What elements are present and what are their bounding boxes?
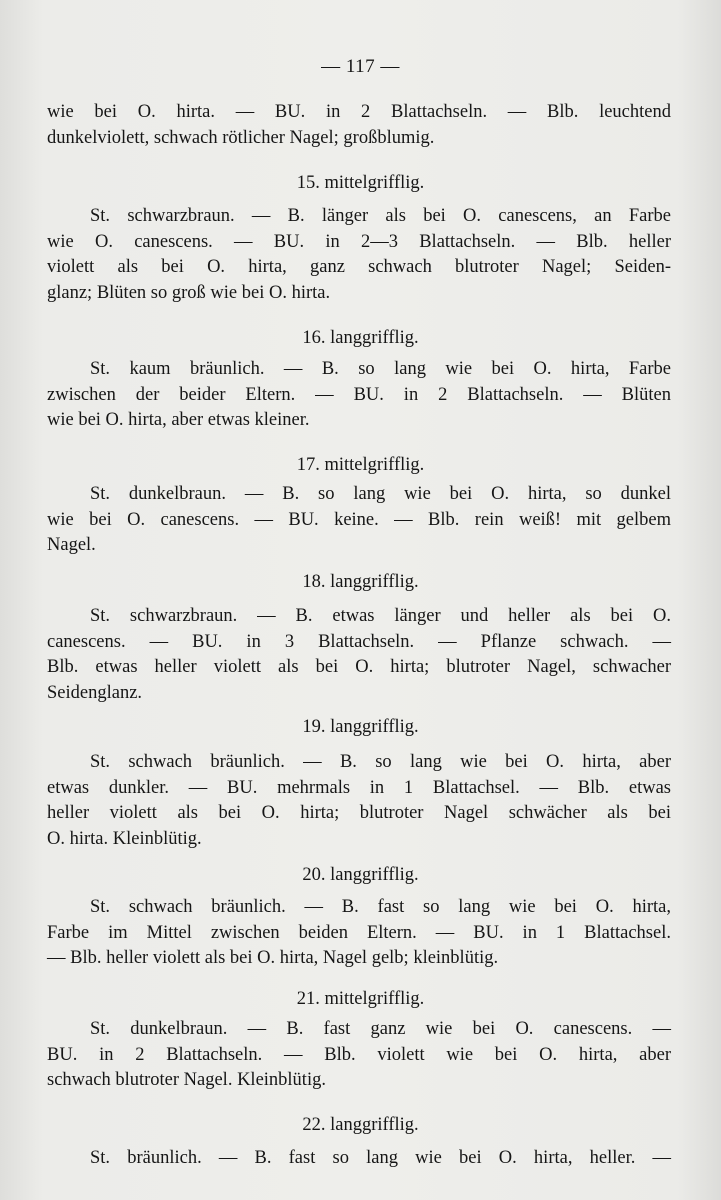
entry-heading-16: 16. langgrifflig.	[302, 328, 419, 348]
text-line: heller violett als bei O. hirta; blutroter Nagel schwächer als bei	[47, 803, 671, 824]
text-line: St. dunkelbraun. — B. so lang wie bei O. hirta, so dunkel	[90, 484, 671, 504]
page-number: — 117 —	[321, 56, 400, 77]
entry-heading-19: 19. langgrifflig.	[302, 717, 419, 737]
text-line: St. dunkelbraun. — B. fast ganz wie bei O. canescens. —	[90, 1019, 671, 1039]
text-line: Farbe im Mittel zwischen beiden Eltern. — BU. in 1 Blattachsel.	[47, 922, 671, 943]
text-line: glanz; Blüten so groß wie bei O. hirta.	[47, 282, 331, 303]
text-line: zwischen der beider Eltern. — BU. in 2 Blattachseln. — Blüten	[47, 384, 671, 405]
intro-paragraph	[47, 100, 671, 151]
text-line: St. schwarzbraun. — B. etwas länger und heller als bei O.	[90, 606, 671, 626]
entry-paragraph-20	[47, 895, 671, 972]
text-line: St. kaum bräunlich. — B. so lang wie bei O. hirta, Farbe	[90, 359, 671, 379]
text-line: violett als bei O. hirta, ganz schwach blutroter Nagel; Seiden-	[47, 257, 671, 278]
entry-heading-20: 20. langgrifflig.	[302, 865, 419, 885]
text-line: St. schwarzbraun. — B. länger als bei O. canescens, an Farbe	[90, 206, 671, 226]
text-line: Seidenglanz.	[47, 682, 143, 703]
text-line: wie bei O. hirta, aber etwas kleiner.	[47, 410, 310, 431]
text-line: etwas dunkler. — BU. mehrmals in 1 Blattachsel. — Blb. etwas	[47, 777, 671, 798]
text-line: BU. in 2 Blattachseln. — Blb. violett wie bei O. hirta, aber	[47, 1044, 671, 1065]
text-line: dunkelviolett, schwach rötlicher Nagel; großblumig.	[47, 127, 435, 148]
text-line: Blb. etwas heller violett als bei O. hirta; blutroter Nagel, schwacher	[47, 657, 671, 678]
entry-heading-15: 15. mittelgrifflig.	[296, 173, 425, 193]
entry-paragraph-15	[47, 204, 671, 306]
entry-heading-22: 22. langgrifflig.	[302, 1115, 419, 1135]
entry-paragraph-18	[47, 604, 671, 706]
entry-paragraph-22	[47, 1146, 671, 1172]
entry-paragraph-16	[47, 357, 671, 434]
text-line: St. schwach bräunlich. — B. so lang wie bei O. hirta, aber	[90, 752, 671, 772]
text-line: wie O. canescens. — BU. in 2—3 Blattachseln. — Blb. heller	[47, 231, 671, 252]
entry-heading-18: 18. langgrifflig.	[302, 572, 419, 592]
text-line: St. schwach bräunlich. — B. fast so lang wie bei O. hirta,	[90, 897, 671, 917]
text-line: schwach blutroter Nagel. Kleinblütig.	[47, 1070, 326, 1091]
entry-paragraph-21	[47, 1017, 671, 1094]
text-line: wie bei O. hirta. — BU. in 2 Blattachseln. — Blb. leuchtend	[47, 102, 671, 122]
entry-heading-17: 17. mittelgrifflig.	[296, 455, 425, 475]
text-line: O. hirta. Kleinblütig.	[47, 828, 202, 849]
entry-paragraph-19	[47, 750, 671, 852]
text-line: wie bei O. canescens. — BU. keine. — Blb. rein weiß! mit gelbem	[47, 509, 671, 530]
entry-paragraph-17	[47, 482, 671, 559]
text-line: — Blb. heller violett als bei O. hirta, Nagel gelb; kleinblütig.	[47, 948, 499, 969]
text-line: St. bräunlich. — B. fast so lang wie bei O. hirta, heller. —	[90, 1148, 671, 1168]
entry-heading-21: 21. mittelgrifflig.	[296, 989, 425, 1009]
text-line: Nagel.	[47, 535, 96, 556]
text-line: canescens. — BU. in 3 Blattachseln. — Pflanze schwach. —	[47, 631, 671, 652]
